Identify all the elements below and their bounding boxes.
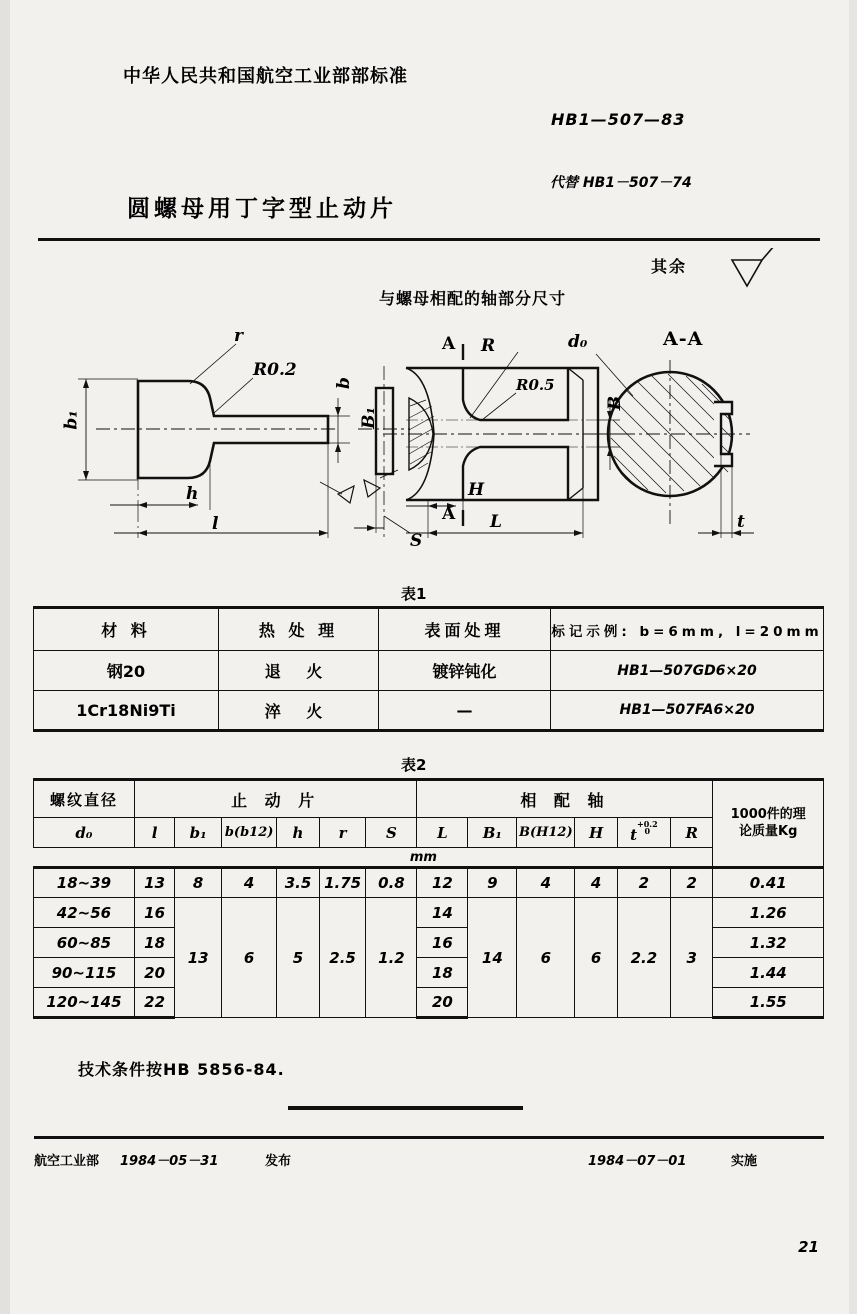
cell-t: 2.2 — [617, 898, 670, 1018]
mass-header-line1: 1000件的理 — [730, 807, 806, 823]
th-marking-example: 标记示例: b=6mm, l=20mm — [551, 608, 824, 651]
cell-B: 4 — [517, 868, 575, 898]
table1-caption: 表1 — [401, 585, 427, 603]
cell-mass: 1.26 — [713, 898, 824, 928]
table2-caption: 表2 — [401, 756, 427, 774]
cell-L: 16 — [417, 928, 468, 958]
technical-conditions-note: 技术条件按HB 5856-84. — [78, 1060, 285, 1079]
label-H: H — [468, 480, 485, 500]
cell-mass: 1.44 — [713, 958, 824, 988]
label-l: l — [212, 514, 219, 534]
label-R: R — [481, 336, 496, 356]
cell-l: 20 — [134, 958, 174, 988]
label-t: t — [737, 512, 745, 532]
cell-b1: 8 — [175, 868, 222, 898]
th-d0: d₀ — [34, 818, 135, 848]
table-dimensions — [33, 778, 824, 1019]
cell-H: 6 — [575, 898, 617, 1018]
replaces-note: 代替 HB1－507－74 — [550, 175, 692, 191]
cell-B1: 14 — [468, 898, 517, 1018]
label-b: b — [333, 377, 354, 389]
table-materials — [33, 606, 824, 732]
cell-heat-treatment: 退 火 — [219, 651, 379, 691]
label-R05: R0.5 — [516, 376, 555, 394]
th-col-t-tolerance: +0.2 0 — [637, 818, 658, 837]
cell-marking-example: HB1—507FA6×20 — [551, 691, 824, 731]
header-divider — [38, 238, 820, 241]
unit-spacer-left — [34, 848, 135, 868]
table-row — [34, 868, 824, 898]
footer-short-rule — [288, 1106, 523, 1110]
cell-b: 4 — [222, 868, 277, 898]
scan-edge-left — [0, 0, 10, 1314]
th-material: 材 料 — [34, 608, 219, 651]
th-group-washer: 止 动 片 — [134, 780, 417, 818]
th-col-R: R — [670, 818, 712, 848]
table-row — [34, 780, 824, 818]
standard-number: HB1—507—83 — [551, 110, 686, 129]
cell-d0: 90~115 — [34, 958, 135, 988]
table-row — [34, 651, 824, 691]
cell-d0: 18~39 — [34, 868, 135, 898]
cell-r: 1.75 — [319, 868, 366, 898]
section-mark-bottom: A — [442, 504, 456, 524]
cell-heat-treatment: 淬 火 — [219, 691, 379, 731]
issue-date: 1984－05－31 — [120, 1154, 219, 1169]
effective-label: 实施 — [731, 1154, 758, 1169]
cell-B1: 9 — [468, 868, 517, 898]
th-col-B: B(H12) — [517, 818, 575, 848]
scan-edge-right — [849, 0, 857, 1314]
mass-header-line2: 论质量Kg — [739, 823, 798, 839]
cell-L: 14 — [417, 898, 468, 928]
cell-R: 2 — [670, 868, 712, 898]
section-mark-top: A — [442, 334, 456, 354]
cell-mass: 1.55 — [713, 988, 824, 1018]
th-group-mass — [713, 780, 824, 868]
label-L: L — [490, 512, 502, 532]
th-col-r: r — [319, 818, 366, 848]
surface-finish-note: 其余 — [651, 257, 688, 276]
issuer-name: 航空工业部 — [34, 1154, 100, 1169]
label-B: B — [605, 395, 626, 411]
th-col-t-symbol: t — [630, 826, 638, 845]
label-d0: d₀ — [568, 332, 588, 352]
th-col-b1: b₁ — [175, 818, 222, 848]
section-label: A-A — [663, 328, 704, 350]
th-col-B1: B₁ — [468, 818, 517, 848]
label-h: h — [186, 484, 199, 504]
cell-L: 18 — [417, 958, 468, 988]
engineering-drawing — [38, 248, 823, 568]
label-S: S — [410, 531, 423, 551]
cell-mass: 0.41 — [713, 868, 824, 898]
cell-material: 钢20 — [34, 651, 219, 691]
th-group-shaft: 相 配 轴 — [417, 780, 713, 818]
cell-b1: 13 — [175, 898, 222, 1018]
th-col-h: h — [277, 818, 319, 848]
cell-mass: 1.32 — [713, 928, 824, 958]
th-col-S: S — [366, 818, 417, 848]
th-surface-treatment: 表面处理 — [379, 608, 551, 651]
th-col-b: b(b12) — [222, 818, 277, 848]
shaft-caption: 与螺母相配的轴部分尺寸 — [379, 289, 567, 308]
cell-marking-example: HB1—507GD6×20 — [551, 651, 824, 691]
table-row — [34, 848, 824, 868]
th-col-t — [617, 818, 670, 848]
label-r: r — [234, 326, 243, 346]
label-B1: B₁ — [358, 407, 379, 429]
cell-l: 18 — [134, 928, 174, 958]
issue-label: 发布 — [265, 1154, 292, 1169]
cell-H: 4 — [575, 868, 617, 898]
cell-h: 3.5 — [277, 868, 319, 898]
table-row — [34, 608, 824, 651]
cell-surface-treatment: 镀锌钝化 — [379, 651, 551, 691]
th-col-l: l — [134, 818, 174, 848]
cell-d0: 60~85 — [34, 928, 135, 958]
cell-h: 5 — [277, 898, 319, 1018]
th-col-L: L — [417, 818, 468, 848]
label-b1: b₁ — [61, 410, 82, 430]
cell-l: 16 — [134, 898, 174, 928]
table-row — [34, 898, 824, 928]
cell-l: 22 — [134, 988, 174, 1018]
page-title: 圆螺母用丁字型止动片 — [127, 196, 397, 222]
th-col-H: H — [575, 818, 617, 848]
th-heat-treatment: 热 处 理 — [219, 608, 379, 651]
cell-B: 6 — [517, 898, 575, 1018]
cell-d0: 42~56 — [34, 898, 135, 928]
cell-d0: 120~145 — [34, 988, 135, 1018]
table-row — [34, 691, 824, 731]
cell-material: 1Cr18Ni9Ti — [34, 691, 219, 731]
cell-b: 6 — [222, 898, 277, 1018]
table-row — [34, 818, 824, 848]
page-number: 21 — [798, 1238, 819, 1256]
cell-R: 3 — [670, 898, 712, 1018]
effective-date: 1984－07－01 — [588, 1154, 687, 1169]
cell-surface-treatment: — — [379, 691, 551, 731]
footer-divider — [34, 1136, 824, 1139]
cell-L: 12 — [417, 868, 468, 898]
label-R02: R0.2 — [253, 360, 297, 380]
unit-label: mm — [134, 848, 713, 868]
cell-t: 2 — [617, 868, 670, 898]
cell-l: 13 — [134, 868, 174, 898]
cell-L: 20 — [417, 988, 468, 1018]
cell-S: 1.2 — [366, 898, 417, 1018]
cell-r: 2.5 — [319, 898, 366, 1018]
cell-S: 0.8 — [366, 868, 417, 898]
th-thread-diameter: 螺纹直径 — [34, 780, 135, 818]
washer-side-view — [376, 388, 393, 474]
ministry-line: 中华人民共和国航空工业部部标准 — [123, 66, 408, 87]
